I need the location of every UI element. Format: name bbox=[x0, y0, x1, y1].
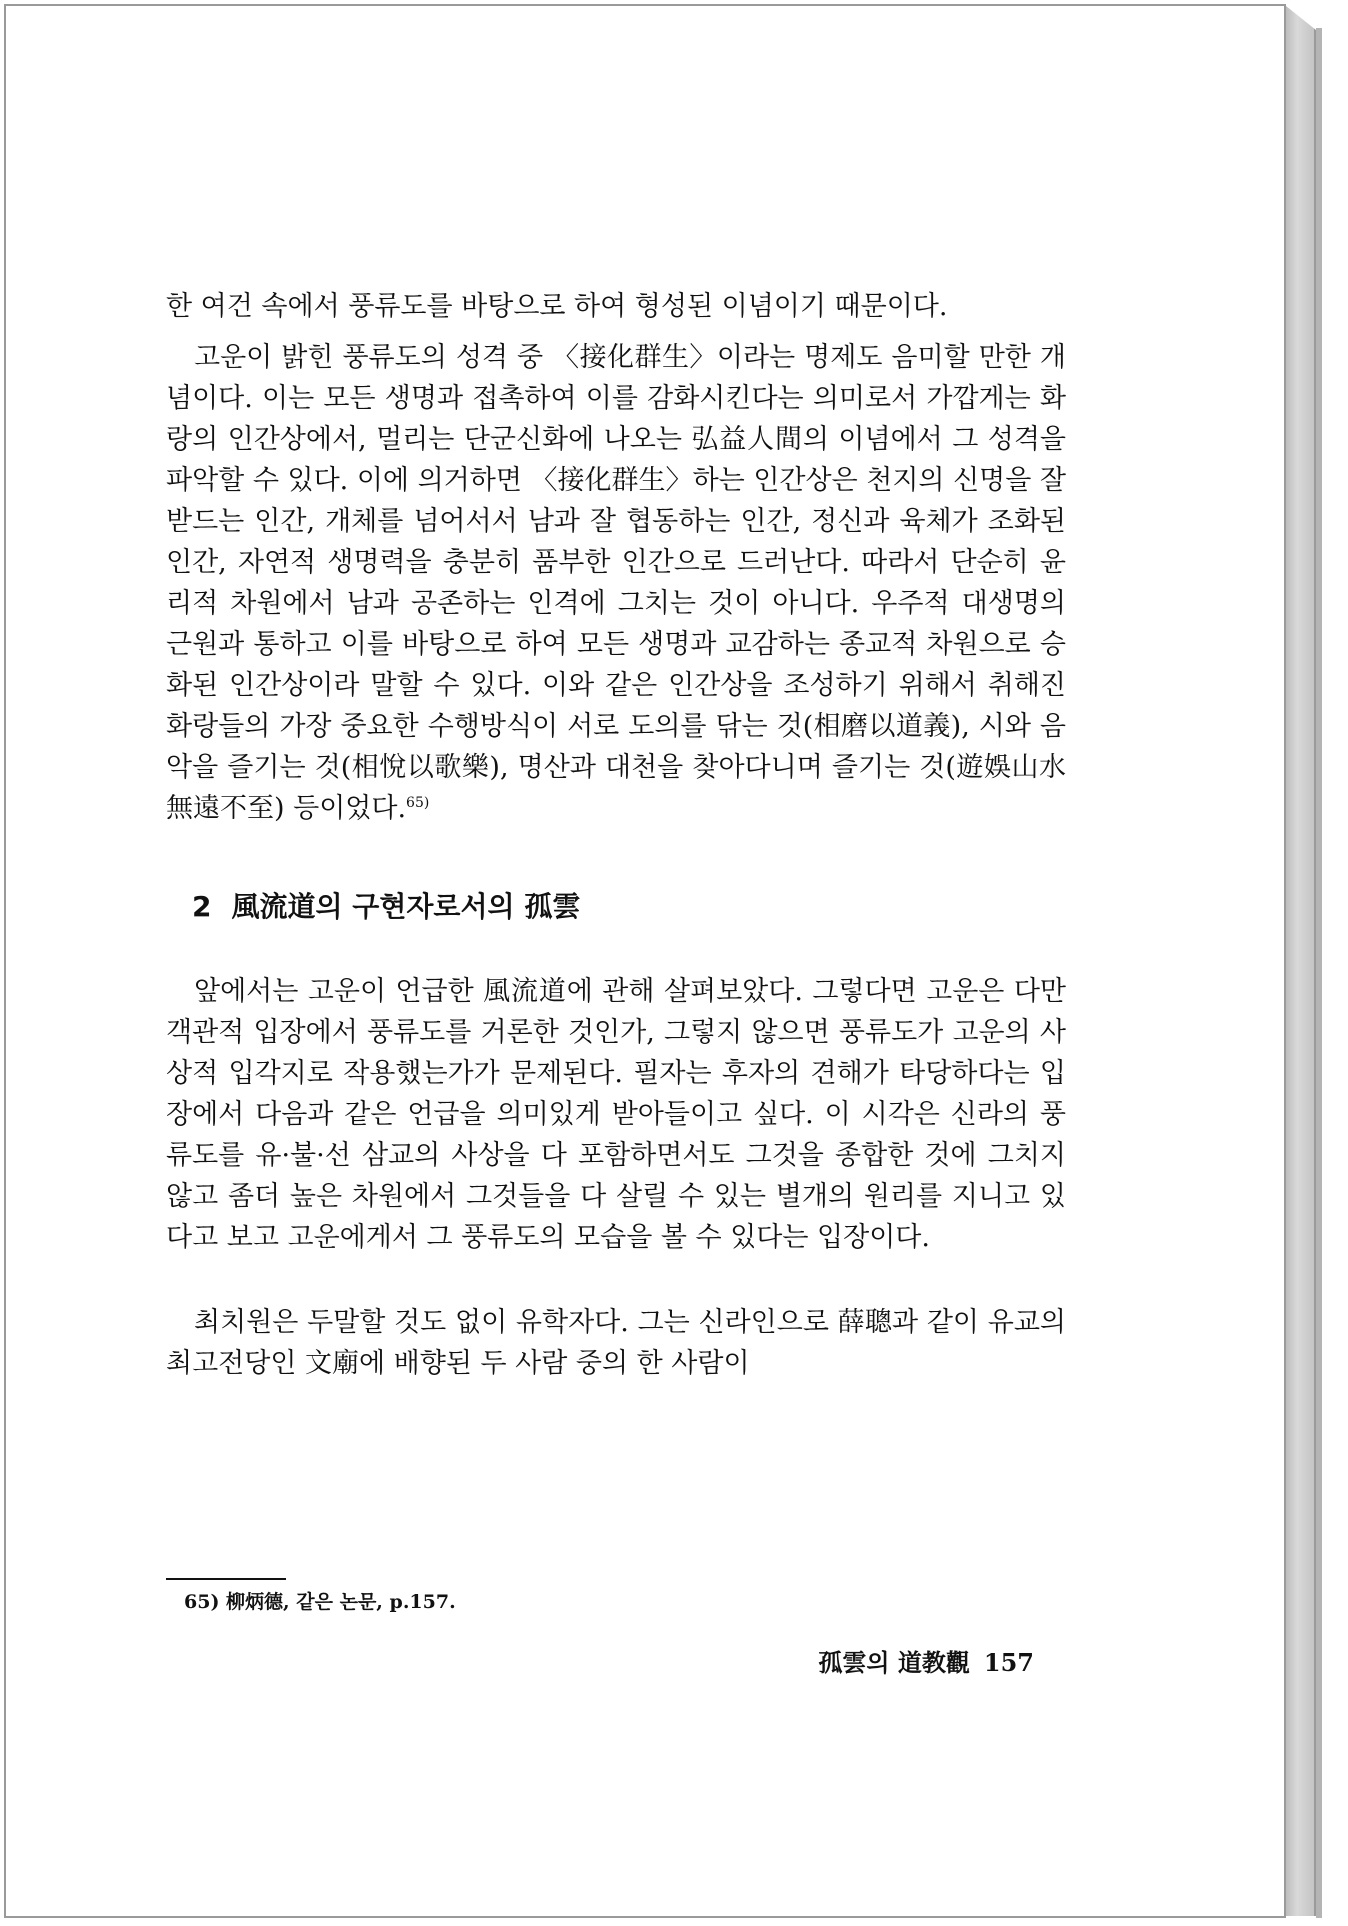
page-number: 157 bbox=[983, 1648, 1034, 1677]
page-spine bbox=[1286, 6, 1316, 1916]
running-title: 孤雲의 道教觀 bbox=[818, 1648, 970, 1677]
footnote-reference: 65) bbox=[406, 795, 430, 811]
paragraph-choe-chiwon: 최치원은 두말할 것도 없이 유학자다. 그는 신라인으로 薛聰과 같이 유교의 최고전당인 文廟에 배향된 두 사람 중의 한 사람이 bbox=[166, 1307, 1066, 1379]
paragraph-continuation: 한 여건 속에서 풍류도를 바탕으로 하여 형성된 이념이기 때문이다. bbox=[166, 291, 948, 322]
body-text bbox=[166, 286, 1066, 1384]
section-number: 2 bbox=[192, 890, 212, 923]
paragraph-pungnyudo: 앞에서는 고운이 언급한 風流道에 관해 살펴보았다. 그렇다면 고운은 다만 객관적 입장에서 풍류도를 거론한 것인가, 그렇지 않으면 풍류도가 고운의 사상적 입각지로 작용했는가가 문제된다. 필자는 후자의 견해가 타당하다는 입장에서 다음과 같은 언급을 의미있게 받아들이고 싶다. 이 시각은 신라의 풍류도를 유·불·선 삼교의 사상을 다 포함하면서도 그것을 종합한 것에 그치지 않고 좀더 높은 차원에서 그것들을 다 살릴 수 있는 별개의 원리를 지니고 있다고 보고 고운에게서 그 풍류도의 모습을 볼 수 있다는 입장이다. bbox=[166, 976, 1066, 1253]
paragraph-text: 고운이 밝힌 풍류도의 성격 중 〈接化群生〉이라는 명제도 음미할 만한 개념이다. 이는 모든 생명과 접촉하여 이를 감화시킨다는 의미로서 가깝게는 화랑의 인간상에서, 멀리는 단군신화에 나오는 弘益人間의 이념에서 그 성격을 파악할 수 있다. 이에 의거하면 〈接化群生〉하는 인간상은 천지의 신명을 잘 받드는 인간, 개체를 넘어서서 남과 잘 협동하는 인간, 정신과 육체가 조화된 인간, 자연적 생명력을 충분히 품부한 인간으로 드러난다. 따라서 단순히 윤리적 차원에서 남과 공존하는 인격에 그치는 것이 아니다. 우주적 대생명의 근원과 통하고 이를 바탕으로 하여 모든 생명과 교감하는 종교적 차원으로 승화된 인간상이라 말할 수 있다. 이와 같은 인간상을 조성하기 위해서 취해진 화랑들의 가장 중요한 수행방식이 서로 도의를 닦는 것(相磨以道義), 시와 음악을 즐기는 것(相悅以歌樂), 명산과 대천을 찾아다니며 즐기는 것(遊娛山水 無遠不至) 등이었다. bbox=[166, 342, 1066, 824]
page-spine-edge bbox=[1316, 28, 1322, 1918]
section-title: 風流道의 구현자로서의 孤雲 bbox=[231, 890, 581, 923]
section-heading bbox=[192, 887, 1066, 927]
footnote-divider bbox=[166, 1578, 286, 1580]
footnote: 65) 柳炳德, 같은 논문, p.157. bbox=[184, 1591, 456, 1613]
paragraph-jeophwa-gunsaeng bbox=[166, 337, 1066, 829]
running-footer bbox=[780, 1646, 1034, 1680]
